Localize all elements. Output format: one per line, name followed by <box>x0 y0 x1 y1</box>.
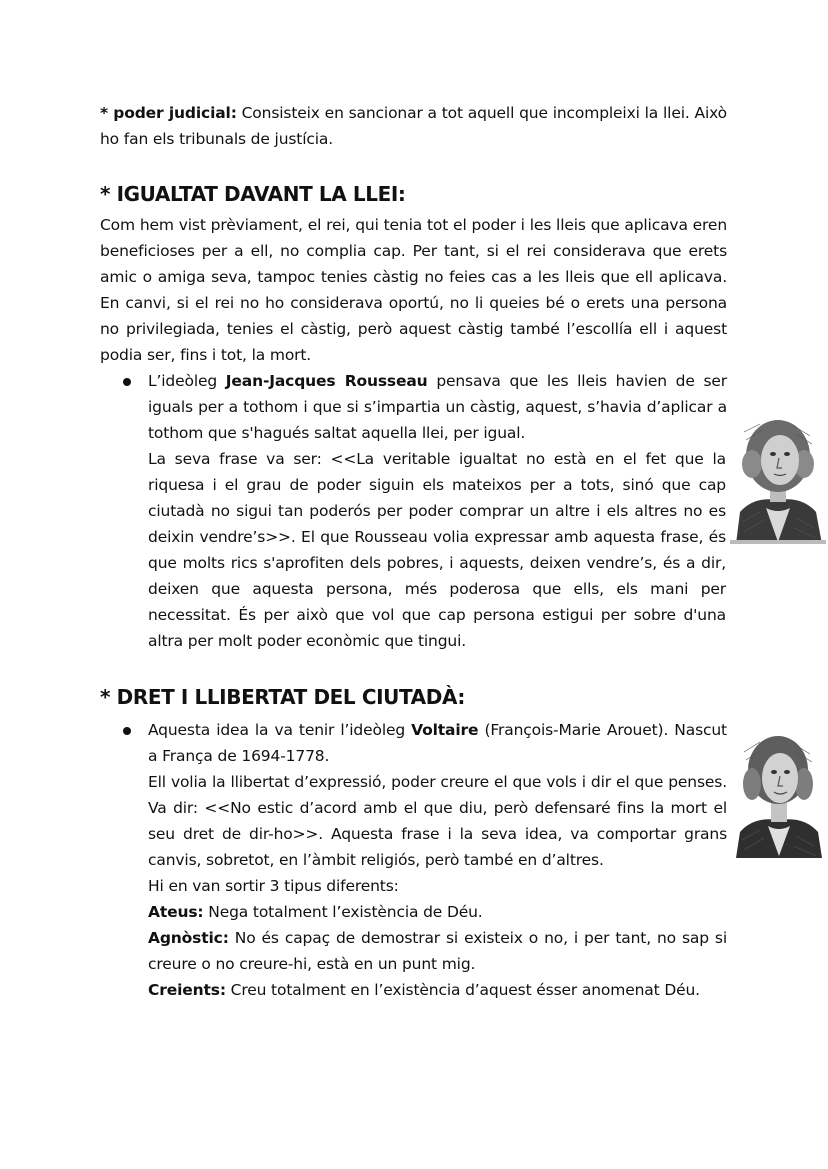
types-intro: Hi en van sortir 3 tipus diferents: <box>148 877 399 895</box>
type-creients <box>148 977 727 1003</box>
poder-judicial-text: Consisteix en sancionar a tot aquell que incompleixi la llei. Això ho fan els tribunals de justícia. <box>100 104 727 148</box>
voltaire-paragraph: Ell volia la llibertat d’expressió, poder creure el que vols i dir el que penses. Va dir: <<No estic d’acord amb el que diu, però defensaré fins la mort el seu dret de dir-ho>>. Aquesta frase i la seva idea, va comportar grans canvis, sobretot, en l’àmbit religiós, però també en d’altres. <box>148 773 727 869</box>
rousseau-portrait-image <box>730 412 826 544</box>
rousseau-name: Jean-Jacques Rousseau <box>225 372 428 390</box>
igualtat-heading: * IGUALTAT DAVANT LA LLEI: <box>100 182 406 206</box>
igualtat-intro: Com hem vist prèviament, el rei, qui tenia tot el poder i les lleis que aplicava eren beneficioses per a ell, no complia cap. Per tant, si el rei considerava que erets amic o amiga seva, tampoc tenies càstig no feies cas a les lleis que ell aplicava. En canvi, si el rei no ho considerava oportú, no li queies bé o erets una persona no privilegiada, tenies el càstig, però aquest càstig també l’escollía ell i aquest podia ser, fins i tot, la mort. <box>100 216 727 364</box>
poder-judicial-paragraph <box>100 100 727 152</box>
voltaire-intro <box>148 717 727 769</box>
rousseau-intro <box>148 368 727 446</box>
rousseau-quote-paragraph: La seva frase va ser: <<La veritable igualtat no està en el fet que la riquesa i el grau de poder siguin els mateixos per a tots, sinó que cap ciutadà no sigui tan poderós per poder comprar un altre i els altres no es deixin vendre’s>>. El que Rousseau volia expressar amb aquesta frase, és que molts rics s'aprofiten dels pobres, i aquests, deixen vendre’s, és a dir, deixen que aquesta persona, més poderosa que ells, els mani per necessitat. És per això que vol que cap persona estigui per sobre d'una altra per molt poder econòmic que tingui. <box>148 450 726 650</box>
agnostic-label: Agnòstic: <box>148 929 229 947</box>
voltaire-bullet <box>148 717 727 1003</box>
voltaire-name: Voltaire <box>411 721 479 739</box>
poder-judicial-label: * poder judicial: <box>100 104 237 122</box>
agnostic-text: No és capaç de demostrar si existeix o no, i per tant, no sap si creure o no creure-hi, està en un punt mig. <box>148 929 727 973</box>
type-ateus <box>148 899 727 925</box>
ateus-label: Ateus: <box>148 903 204 921</box>
creients-label: Creients: <box>148 981 226 999</box>
rousseau-pre: L’ideòleg <box>148 372 226 390</box>
type-agnostic <box>148 925 727 977</box>
rousseau-post: pensava que les lleis havien de ser iguals per a tothom i que si s’impartia un càstig, aquest, s’havia d’aplicar a tothom que s'hagués saltat aquella llei, per igual. <box>148 372 727 442</box>
bullet-marker <box>123 727 131 735</box>
rousseau-bullet <box>148 368 727 654</box>
bullet-marker <box>123 378 131 386</box>
voltaire-pre: Aquesta idea la va tenir l’ideòleg <box>148 721 412 739</box>
dret-heading: * DRET I LLIBERTAT DEL CIUTADÀ: <box>100 685 466 709</box>
ateus-text: Nega totalment l’existència de Déu. <box>203 903 483 921</box>
voltaire-portrait-image <box>732 728 826 858</box>
creients-text: Creu totalment en l’existència d’aquest ésser anomenat Déu. <box>225 981 700 999</box>
voltaire-post: (François-Marie Arouet). Nascut a França de 1694-1778. <box>148 721 727 765</box>
